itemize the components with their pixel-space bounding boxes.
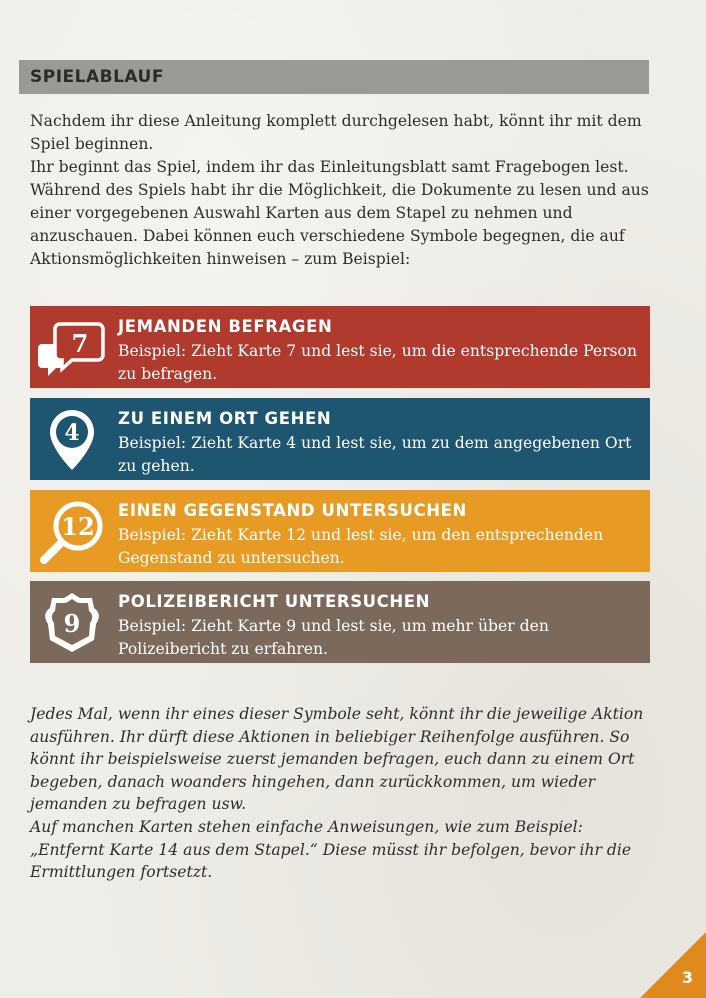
action-title: EINEN GEGENSTAND UNTERSUCHEN [118, 501, 467, 520]
outro-paragraph: Jedes Mal, wenn ihr eines dieser Symbole seht, könnt ihr die jeweilige Aktion ausführen. Ihr dürft diese Aktionen in beliebiger Reihenfolge ausführen. So könnt ihr beispielsweise zuerst jemanden befragen, euch dann zu einem Ort begeben, danach woanders hingehen, dann zurückkommen, um wieder jemanden zu befragen usw. [30, 705, 644, 814]
section-header [19, 60, 649, 94]
icon-number: 9 [63, 609, 81, 638]
intro-text [30, 110, 660, 271]
action-title: JEMANDEN BEFRAGEN [118, 317, 333, 336]
action-description: Beispiel: Zieht Karte 12 und lest sie, um den entsprechenden Gegenstand zu untersuchen. [118, 526, 604, 567]
action-box-ort [30, 398, 650, 480]
page-number: 3 [681, 968, 693, 987]
icon-number: 4 [64, 420, 80, 446]
magnifier-icon [38, 498, 106, 566]
action-box-befragen [30, 306, 650, 388]
action-description: Beispiel: Zieht Karte 4 und lest sie, um zu dem angegebenen Ort zu gehen. [118, 434, 632, 475]
map-pin-icon [38, 406, 106, 474]
action-title: POLIZEIBERICHT UNTERSUCHEN [118, 592, 431, 611]
icon-number: 12 [61, 512, 95, 541]
outro-text [30, 703, 660, 884]
icon-number: 7 [71, 329, 89, 358]
section-title: SPIELABLAUF [30, 67, 164, 87]
intro-paragraph: Ihr beginnt das Spiel, indem ihr das Einleitungsblatt samt Fragebogen lest. Während des Spiels habt ihr die Möglichkeit, die Dokumente zu lesen und aus einer vorgegebenen Auswahl Karten aus dem Stapel zu nehmen und anzuschauen. Dabei können euch verschiedene Symbole begegnen, die auf Aktionsmöglichkeiten hinweisen – zum Beispiel: [30, 158, 649, 268]
action-box-gegenstand [30, 490, 650, 572]
action-description: Beispiel: Zieht Karte 9 und lest sie, um mehr über den Polizeibericht zu erfahren. [118, 617, 549, 658]
outro-paragraph: Auf manchen Karten stehen einfache Anweisungen, wie zum Beispiel: „Entfernt Karte 14 aus dem Stapel.“ Diese müsst ihr befolgen, bevor ihr die Ermittlungen fortsetzt. [30, 817, 632, 882]
action-description: Beispiel: Zieht Karte 7 und lest sie, um die entsprechende Person zu befragen. [118, 342, 637, 383]
page-corner [640, 932, 706, 998]
speech-bubbles-icon [38, 314, 106, 382]
action-title: ZU EINEM ORT GEHEN [118, 409, 332, 428]
police-badge-icon [38, 589, 106, 657]
action-box-polizeibericht [30, 581, 650, 663]
intro-paragraph: Nachdem ihr diese Anleitung komplett durchgelesen habt, könnt ihr mit dem Spiel beginnen. [30, 112, 642, 153]
